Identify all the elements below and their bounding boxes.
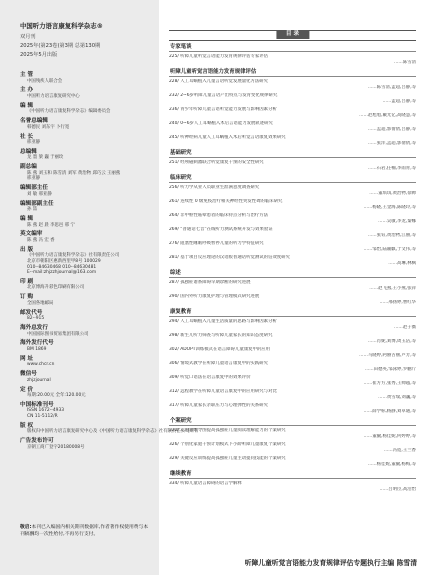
toc-entry[interactable] [169, 135, 416, 147]
toc-entry-authors: ……杨佳妮,董毓,杨梅,等 [367, 461, 416, 467]
toc-entry-title: 287/ 孤独症谱系障碍早期诊断的研究进展 [169, 279, 251, 285]
toc-entry-title: 281/ 基于项目反应理论的汉语版普通话听觉测试的信效度研究 [169, 254, 291, 260]
toc-section-heading: 基础研究 [169, 150, 416, 158]
toc-entry-authors: ……杨晓,王金海,陈晓玲,等 [363, 204, 416, 210]
credit-block [20, 438, 159, 450]
toc-entry-title: 317/ 听障儿童家长亲职压力与心理弹性的关系研究 [169, 402, 269, 408]
toc-section [169, 471, 416, 493]
credit-value: 韩德民 刘东宇 卜行宽 [27, 124, 70, 130]
toc-entry[interactable] [169, 121, 416, 133]
toc-entry-authors: ……马晓婷,阿丽古丽,卢芳,等 [359, 352, 416, 358]
toc-entry[interactable] [169, 347, 416, 359]
credit-label: 名誉总编辑 [20, 118, 48, 125]
toc-entry-title: 326/ 个别化家庭干预计划模式下小龄听障儿童康复个案研究 [169, 441, 286, 447]
toc-entry-authors: ……吴敏,李龙,秦娜 [378, 218, 416, 224]
toc-title: 目 录 [276, 30, 309, 39]
toc-entry-title: 306/ 情境式教学在听障儿童语言康复中的实践研究 [169, 360, 269, 366]
publication-frequency: 双月刊 [20, 34, 36, 40]
toc-entry-title: 290/ 国内外听力康复护理与管理模式研究进展 [169, 293, 260, 299]
credit-block [20, 149, 159, 161]
credit-block [20, 247, 159, 276]
toc-entry[interactable] [169, 255, 416, 267]
toc-entry[interactable] [169, 375, 416, 387]
toc-entry-authors: ……董毓,杨佳妮,何婷婷,等 [363, 433, 416, 439]
credit-value: 京朝工商广登字20180008号 [27, 444, 85, 450]
table-of-contents [169, 30, 416, 493]
credit-value: CN 11-5112/R [27, 414, 58, 420]
toc-entry[interactable] [169, 333, 416, 345]
credit-value: 邢亚静 [27, 140, 41, 146]
credit-value: 北京博海升彩色印刷有限公司 [27, 285, 85, 291]
credit-label: 中国标准刊号 [20, 401, 54, 408]
toc-entry-authors: ……崔方方,张秀,王帅越,等 [363, 380, 416, 386]
toc-entry-authors: ……石岩,任楠,李雨青,等 [367, 165, 416, 171]
toc-entry[interactable] [169, 213, 416, 225]
credit-label: 微信号 [20, 371, 37, 378]
toc-entry[interactable] [169, 54, 416, 66]
toc-entry-authors: ……赵飞燕,王小燕,张萍 [369, 285, 416, 291]
credit-block [20, 422, 199, 435]
credit-block [20, 201, 159, 213]
toc-entry-authors: ……陈雪清 [394, 59, 416, 65]
credit-block [20, 231, 159, 243]
toc-entry[interactable] [169, 199, 416, 211]
credit-label: 主 管 [20, 72, 34, 78]
toc-entry[interactable] [169, 107, 416, 119]
toc-section [169, 175, 416, 267]
toc-entry-authors: ……邢扬婷,曹红华 [379, 299, 416, 305]
toc-entry-authors: ……肖妮,刘博,周玉洁,等 [367, 338, 416, 344]
toc-entry-title: 298/ 新生儿听力筛查与听障儿童家长的知识态度研究 [169, 332, 273, 338]
publication-date: 2025年5月出版 [20, 52, 58, 58]
toc-section-heading: 康复教育 [169, 309, 416, 317]
toc-entry[interactable] [169, 403, 416, 415]
toc-entry-authors: ……吕明臣,高浩怡 [379, 486, 416, 492]
toc-entry-title: 334/ 听障儿童语言障碍的语言学解释 [169, 480, 242, 486]
toc-entry-authors: ……邹怡,陆颖麒,于文伟,等 [363, 246, 416, 252]
credit-block [20, 134, 159, 146]
issue-number: 2025年(第23卷)第3期 总第130期 [20, 43, 101, 49]
toc-entry-authors: ……董琪琪,黄治物,徐帅 [369, 190, 416, 196]
credit-value: 刘 敏 邢亚静 [27, 191, 52, 197]
credit-block [20, 340, 159, 352]
credit-value: BM 1869 [27, 346, 47, 352]
credit-value: 《中国听力语言康复科学杂志》社有限责任公司 [27, 253, 120, 259]
toc-entry-title: 228/ 人工耳蜗植入儿童言语听觉发展量化方法研究 [169, 78, 269, 84]
credit-value: 陈 燕 刘玉和 陈雪清 刘军 黄治物 邱巧云 王丽燕 [27, 170, 121, 176]
credit-value: www.chcr.cn [27, 362, 55, 368]
toc-entry-title: 232/ 2~6岁听障儿童言语产出特点与发育变化规律研究 [169, 92, 278, 98]
toc-header-bar [169, 30, 416, 41]
toc-entry-title: 225/ 听障儿童听觉言语能力发育规律评估专家评估 [169, 53, 269, 59]
toc-entry[interactable] [169, 456, 416, 468]
toc-entry-authors: ……薛学标,杨静,刘卓通,等 [363, 408, 416, 414]
credit-block [20, 118, 159, 130]
toc-entry-title: 309/ 听觉口语法在语言康复中的效果评价 [169, 374, 251, 380]
credit-label: 广告发布许可 [20, 438, 54, 445]
toc-entry-authors: ……高琳,林枫 [388, 260, 416, 266]
toc-entry-authors: ……孟超,吕静,等 [382, 98, 416, 104]
credit-value: ISSN 1672--4933 [27, 408, 65, 414]
toc-entry-title: 256/ 听力学从业人员职业生涯满意度调查研究 [169, 184, 260, 190]
toc-entry-title: 245/ 听神经病儿童人工耳蜗植入术后听觉言语康复效果研究 [169, 134, 286, 140]
toc-entry-title: 251/ 经颅磁刺激联合听觉康复干预的安全性研究 [169, 159, 264, 165]
toc-entry-title: 264/ 非中枢性眩晕患者的临床特点分析与治疗方法 [169, 212, 269, 218]
credit-value: zhjzjournal [27, 377, 51, 383]
credit-block [20, 387, 159, 399]
toc-entry-authors: ……陈雪清,孟超,吕静,等 [367, 84, 416, 90]
credit-value: 全国各地邮局 [27, 300, 54, 306]
credit-label: 编辑部主任 [20, 185, 48, 192]
toc-entry-authors: ……张钰,黄治物,江丽,等 [367, 232, 416, 238]
toc-entry[interactable] [169, 280, 416, 292]
credit-block [20, 216, 159, 228]
toc-entry-title: 240/ 0~6岁人工耳蜗植入术后言语能力发展轨迹研究 [169, 120, 273, 126]
toc-entry[interactable] [169, 160, 416, 172]
toc-entry-authors: ……赵旭旭,戴光亿,高晓慧,等 [359, 112, 416, 118]
toc-entry-authors: ……冯霓,王兰香 [383, 447, 416, 453]
credit-label: 邮发代号 [20, 309, 43, 316]
credit-value: 陈 燕 冯 宏 香 [27, 237, 55, 243]
credit-value: E--mail:zhjzzhjournal@163.com [27, 270, 97, 276]
credit-label: 副总编 [20, 164, 37, 171]
credit-value: 中国听力语言康复研究中心 [27, 93, 80, 99]
credit-value: 北京市朝阳区惠新西里甲8号 100029 [27, 258, 101, 264]
toc-entry[interactable] [169, 319, 416, 331]
toc-entry[interactable] [169, 241, 416, 253]
toc-entry[interactable] [169, 481, 416, 493]
credit-value: 每期:20.00元 全年:120.00元 [27, 393, 86, 399]
toc-entry[interactable] [169, 79, 416, 91]
credit-label: 编 辑 [20, 102, 34, 109]
credit-label: 版 权 [20, 422, 34, 429]
toc-entry-title: 312/ 远程教学在听障儿童语言康复中的应用研究与对比 [169, 388, 277, 394]
toc-sections [169, 44, 416, 493]
credit-block [20, 310, 159, 322]
toc-entry[interactable] [169, 389, 416, 401]
toc-entry-title: 276/ 阻塞性睡眠呼吸暂停儿童的听力学特征研究 [169, 240, 264, 246]
toc-section-heading: 专家笔谈 [169, 44, 416, 52]
credit-block [20, 371, 159, 383]
credit-value: 陈 燕 赵 晨 李思邑 邢 宁 [27, 222, 75, 228]
credit-label: 编辑部副主任 [20, 200, 54, 207]
toc-section-heading: 听障儿童听觉言语能力发育规律评估 [169, 69, 416, 77]
toc-entry-authors: ……黄雪瑞,刘巍,等 [378, 394, 416, 400]
toc-section-heading: 个案研究 [169, 418, 416, 426]
toc-section-heading: 综述 [169, 270, 416, 278]
credit-label: 社 长 [20, 133, 34, 140]
toc-entry-title: 294/ 人工耳蜗植入儿童生活质量的思路与影响因素分析 [169, 318, 277, 324]
credit-value: 中国残疾人联合会 [27, 78, 63, 84]
toc-entry[interactable] [169, 442, 416, 454]
credit-value: 版权归中国听力语言康复研究中心及《中国听力语言康复科学杂志》社有限责任公司所有 [27, 429, 199, 435]
toc-entry[interactable] [169, 185, 416, 197]
credit-block [20, 325, 159, 337]
toc-entry[interactable] [169, 227, 416, 239]
credit-label: 订 购 [20, 294, 34, 301]
toc-section [169, 418, 416, 468]
toc-entry-title: 302/ ADOPT训练模式在语言障碍儿童康复中的应用 [169, 346, 271, 352]
toc-section [169, 309, 416, 415]
toc-entry-authors: ……张洋,孟超,郭倩倩,等 [367, 140, 416, 146]
toc-section-heading: 临床研究 [169, 175, 416, 183]
toc-entry-authors: ……赵子薇 [394, 324, 416, 330]
credit-label: 海外发行代号 [20, 340, 54, 347]
credit-block [20, 87, 159, 99]
credit-block [20, 402, 159, 420]
credit-value: 中国国际图书贸易集团有限公司 [27, 331, 89, 337]
toc-entry-title: 236/ 青少年听障儿童言语听觉能力发展与影响因素分析 [169, 106, 277, 112]
toc-entry-title: 269/ “普通话七音”在线听力测试系统开发与效果验证 [169, 226, 273, 232]
toc-entry-authors: ……孟超,郭倩倩,吕静,等 [367, 126, 416, 132]
credit-block [20, 279, 159, 291]
toc-entry-authors: ……田德英,邹泳婷,罗鹏斤 [364, 366, 416, 372]
credit-label: 海外总发行 [20, 325, 48, 331]
credit-block [20, 294, 159, 306]
credit-value: 82--915 [27, 316, 45, 322]
toc-entry-title: 329/ 关键反应训练提高孤独症儿童主动提问技能的个案研究 [169, 455, 286, 461]
toc-entry-title: 322/ 运用思维导图提高孤独症儿童阅读理解能力的个案研究 [169, 427, 286, 433]
copyright-notice [20, 524, 152, 538]
credit-label: 网 址 [20, 355, 34, 362]
credit-label: 主 办 [20, 87, 34, 94]
credit-block [20, 72, 159, 84]
notice-label: 敬启: [20, 525, 32, 530]
special-issue-editor-line: 听障儿童听觉言语能力发育规律评估专题执行主编 陈雪清 [244, 559, 417, 567]
toc-entry[interactable] [169, 294, 416, 306]
toc-entry-title: 261/ 连续性 0 级免疫治疗相关神经性突发性聋的临床研究 [169, 198, 283, 204]
toc-section-heading: 继续教育 [169, 471, 416, 479]
credit-label: 定 价 [20, 386, 34, 393]
journal-title: 中国听力语言康复科学杂志® [20, 22, 104, 30]
toc-section [169, 44, 416, 66]
credit-label: 编 辑 [20, 215, 34, 222]
credit-value: 龙 墨 梁 巍 于丽玫 [27, 155, 64, 161]
toc-entry[interactable] [169, 428, 416, 440]
credit-value: 邢亚静 [27, 176, 41, 182]
credit-value: 孙 喆 [27, 207, 38, 213]
credit-label: 印 刷 [20, 278, 34, 285]
credit-block [20, 164, 159, 182]
credit-value: 010--84630468 010--84630481 [27, 264, 97, 270]
credit-label: 英文编审 [20, 231, 43, 238]
credit-label: 总编辑 [20, 148, 37, 155]
credit-block [20, 185, 159, 197]
credit-label: 出 版 [20, 246, 34, 253]
credit-value: 《中国听力语言康复科学杂志》编辑委员会 [27, 109, 111, 115]
toc-section [169, 150, 416, 172]
toc-entry[interactable] [169, 93, 416, 105]
toc-section [169, 69, 416, 147]
credit-block [20, 103, 159, 115]
toc-section [169, 270, 416, 306]
credit-block [20, 356, 159, 368]
notice-text: 本刊已入编国内相关期刊数据库,作者著作权使用费与本刊稿酬均一次性给付,不再另行支付。 [20, 525, 149, 538]
toc-entry[interactable] [169, 361, 416, 373]
